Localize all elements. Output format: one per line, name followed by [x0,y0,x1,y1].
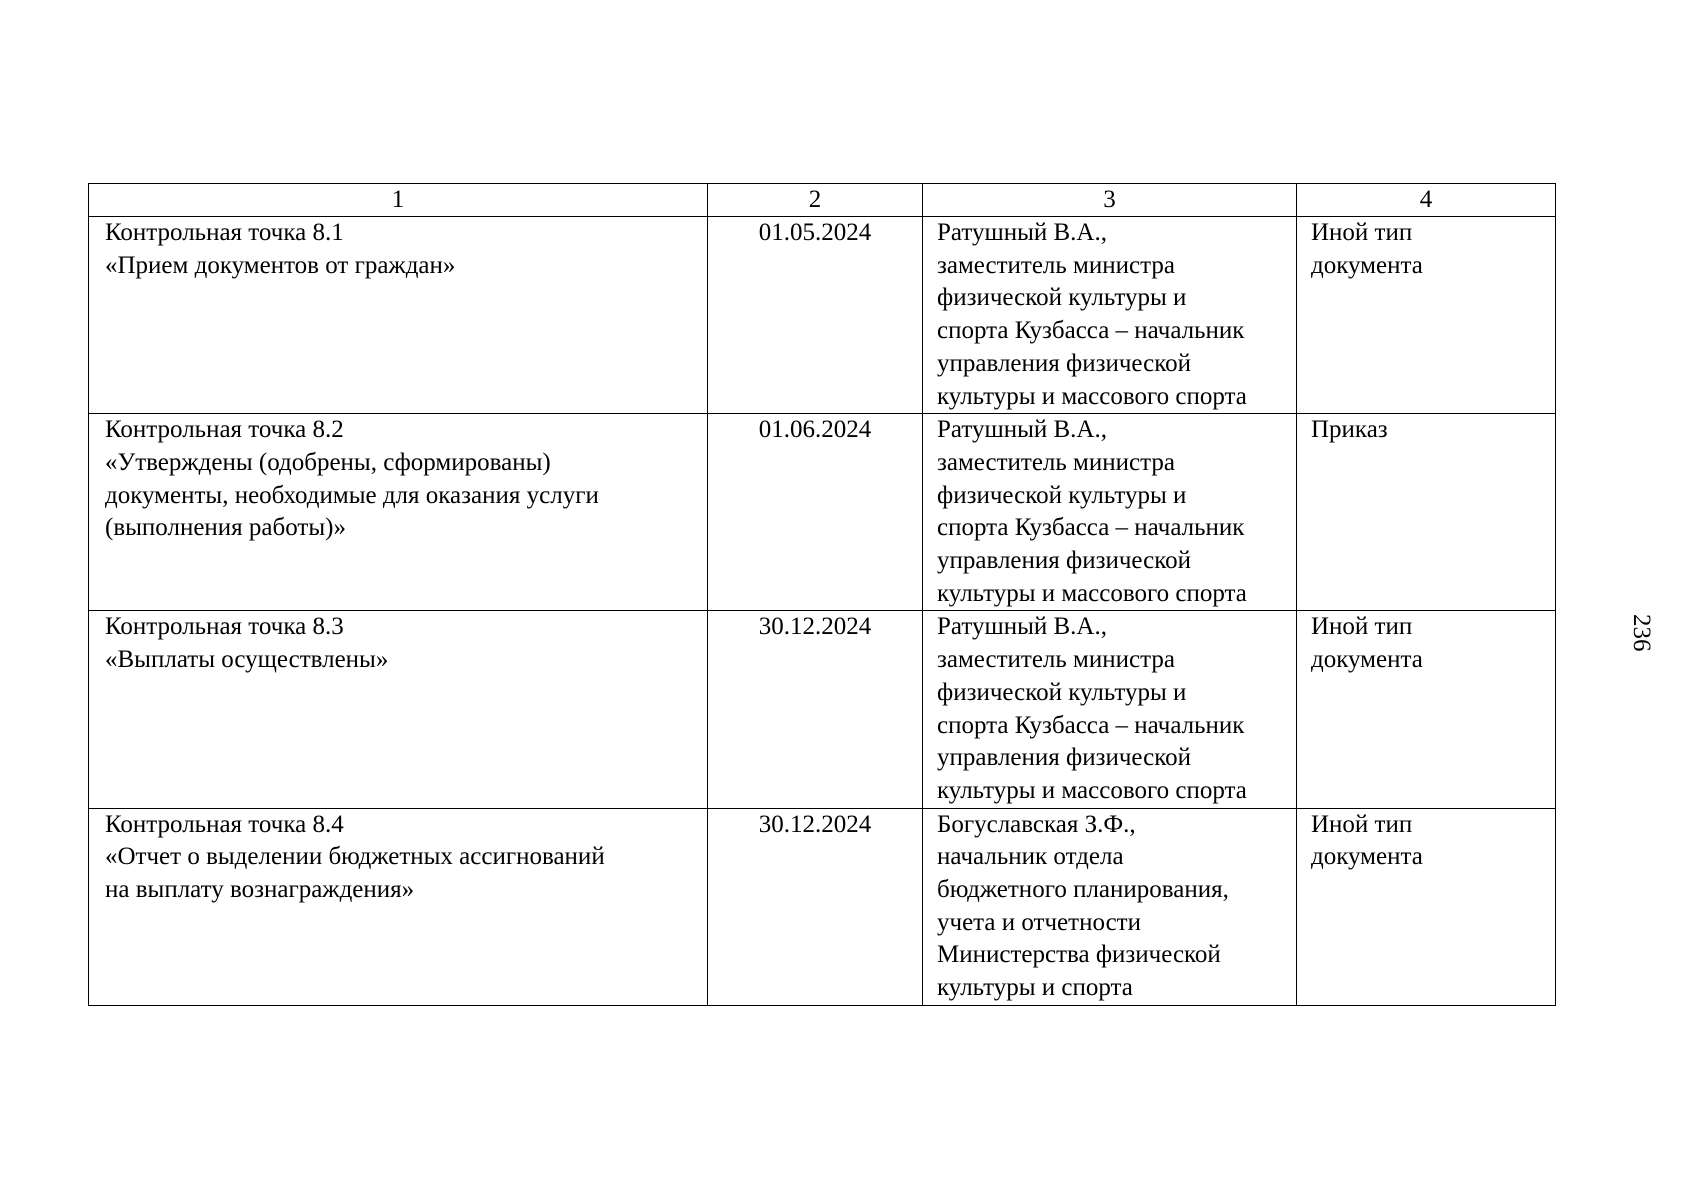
control-point-name-cell [89,808,708,1005]
responsible-line: физической культуры и [937,284,1187,312]
responsible-line: Ратушный В.А., [937,219,1107,246]
control-point-name-line: «Выплаты осуществлены» [105,646,389,674]
responsible-person-cell [923,611,1297,808]
control-point-name-line: «Отчет о выделении бюджетных ассигнований [105,843,605,871]
document-type-line: документа [1311,251,1423,279]
table-row [89,217,1556,414]
responsible-line: начальник отдела [937,843,1124,871]
responsible-line: управления физической [937,547,1192,575]
document-type-line: документа [1311,646,1423,674]
responsible-line: культуры и массового спорта [937,579,1247,607]
responsible-line: Ратушный В.А., [937,416,1107,444]
control-point-name-line: Контрольная точка 8.3 [105,613,344,641]
control-point-name-line: на выплату вознаграждения» [105,876,415,904]
control-point-name-line: (выполнения работы)» [105,514,346,542]
document-type-cell [1297,414,1556,611]
responsible-line: Министерства физической [937,941,1221,969]
responsible-person-cell [923,414,1297,611]
responsible-line: заместитель министра [937,646,1175,674]
responsible-line: культуры и спорта [937,974,1133,1002]
column-header-2: 2 [708,184,923,217]
control-point-name-line: «Утверждены (одобрены, сформированы) [105,448,551,476]
responsible-line: заместитель министра [937,251,1175,279]
responsible-line: спорта Кузбасса – начальник [937,711,1245,739]
control-point-name-cell [89,611,708,808]
responsible-line: управления физической [937,744,1192,772]
responsible-line: учета и отчетности [937,908,1141,936]
responsible-line: управления физической [937,349,1192,377]
responsible-line: спорта Кузбасса – начальник [937,514,1245,542]
document-type-line: Иной тип [1311,613,1413,641]
document-type-cell [1297,217,1556,414]
control-point-date: 01.05.2024 [708,217,923,414]
page-number: 236 [1628,614,1655,652]
responsible-line: заместитель министра [937,448,1175,476]
column-header-1: 1 [89,184,708,217]
control-point-date: 30.12.2024 [708,611,923,808]
control-point-name-line: Контрольная точка 8.2 [105,416,344,444]
responsible-person-cell [923,217,1297,414]
responsible-line: спорта Кузбасса – начальник [937,317,1245,345]
control-point-date: 01.06.2024 [708,414,923,611]
document-type-line: документа [1311,843,1423,871]
document-type-cell [1297,808,1556,1005]
control-point-date: 30.12.2024 [708,808,923,1005]
table-row [89,808,1556,1005]
responsible-line: бюджетного планирования, [937,876,1229,904]
column-header-4: 4 [1297,184,1556,217]
header-row [89,184,1556,217]
document-type-line: Приказ [1311,416,1388,444]
control-point-name-line: «Прием документов от граждан» [105,251,456,279]
control-point-name-line: Контрольная точка 8.4 [105,810,344,838]
column-header-3: 3 [923,184,1297,217]
control-point-name-cell [89,414,708,611]
document-type-cell [1297,611,1556,808]
responsible-line: культуры и массового спорта [937,776,1247,804]
document-type-line: Иной тип [1311,810,1413,838]
responsible-line: Богуславская З.Ф., [937,810,1136,838]
table-row [89,611,1556,808]
control-point-name-cell [89,217,708,414]
responsible-person-cell [923,808,1297,1005]
control-point-name-line: документы, необходимые для оказания услуги [105,481,599,509]
document-type-line: Иной тип [1311,219,1413,246]
control-points-table [88,183,1556,1006]
responsible-line: физической культуры и [937,678,1187,706]
responsible-line: физической культуры и [937,481,1187,509]
responsible-line: культуры и массового спорта [937,382,1247,410]
control-point-name-line: Контрольная точка 8.1 [105,219,344,246]
responsible-line: Ратушный В.А., [937,613,1107,641]
table-row [89,414,1556,611]
